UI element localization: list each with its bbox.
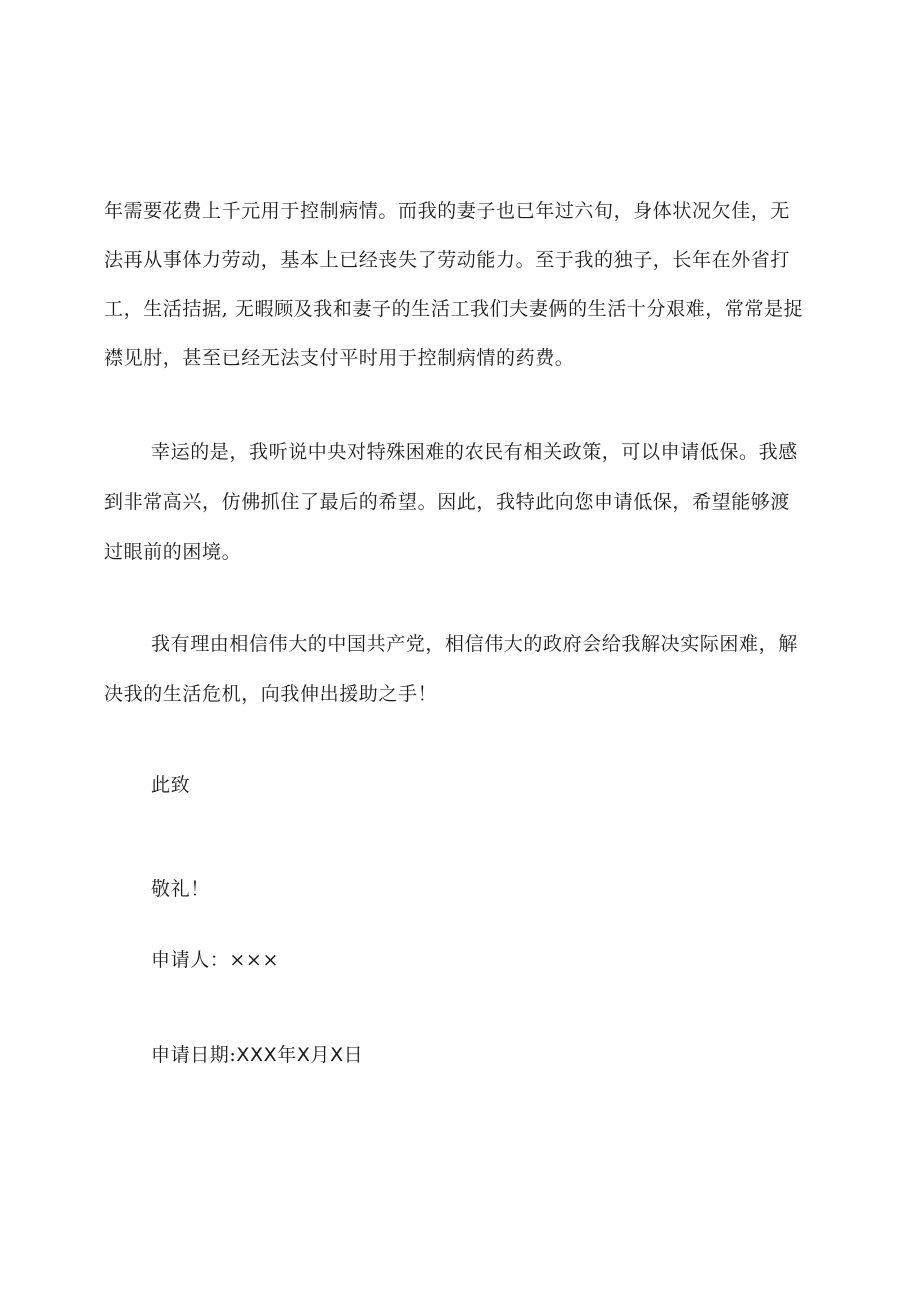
salutation: 此致	[151, 774, 191, 796]
regards: 敬礼！	[151, 878, 210, 900]
paragraph-1-line-3: 工，生活拮据, 无暇顾及我和妻子的生活工我们夫妻俩的生活十分艰难，常常是捉	[104, 298, 804, 320]
paragraph-1-line-4: 襟见肘，甚至已经无法支付平时用于控制病情的药费。	[104, 347, 575, 369]
paragraph-3-line-1: 我有理由相信伟大的中国共产党，相信伟大的政府会给我解决实际困难，解	[151, 633, 798, 655]
application-date-label: 申请日期:	[151, 1044, 237, 1066]
applicant-label: 申请人：	[151, 949, 230, 971]
paragraph-3-line-2: 决我的生活危机，向我伸出援助之手！	[104, 683, 438, 705]
paragraph-1-line-2: 法再从事体力劳动，基本上已经丧失了劳动能力。至于我的独子，长年在外省打	[104, 249, 791, 271]
applicant-line	[151, 945, 279, 972]
paragraph-2-line-2: 到非常高兴，仿佛抓住了最后的希望。因此，我特此向您申请低保，希望能够渡	[104, 491, 791, 513]
paragraph-2-line-3: 过眼前的困境。	[104, 541, 242, 563]
applicant-value: ×××	[229, 949, 279, 971]
application-date-value: XXX年X月X日	[236, 1044, 364, 1066]
paragraph-2-line-1: 幸运的是，我听说中央对特殊困难的农民有相关政策，可以申请低保。我感	[151, 441, 798, 463]
application-date-line	[151, 1040, 363, 1067]
paragraph-1-line-1: 年需要花费上千元用于控制病情。而我的妻子也已年过六旬，身体状况欠佳，无	[104, 200, 791, 222]
